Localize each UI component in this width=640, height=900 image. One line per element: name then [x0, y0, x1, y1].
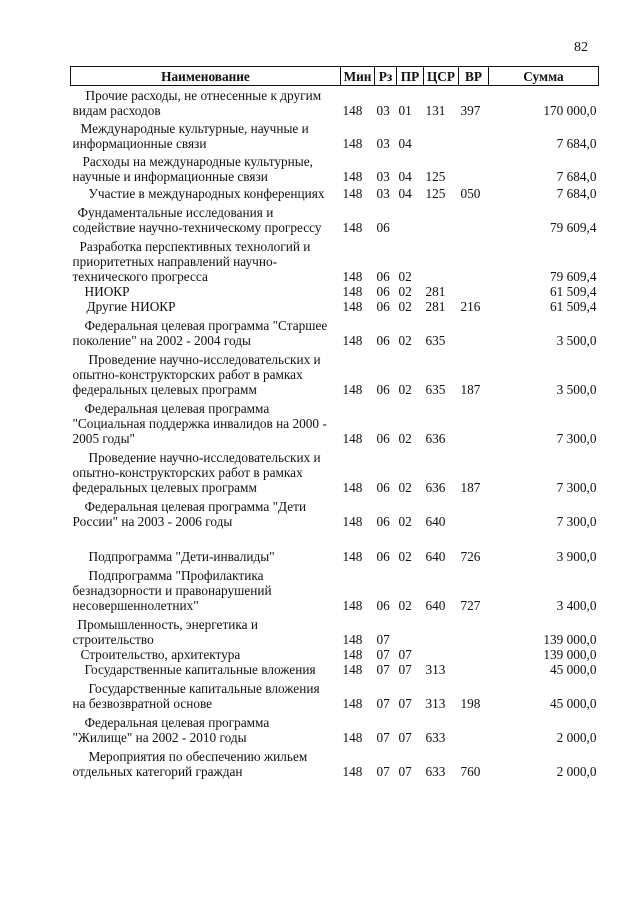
- table-body: [71, 86, 599, 780]
- table-row: [71, 613, 599, 647]
- row-name: [71, 662, 341, 677]
- row-vr: [459, 151, 489, 184]
- row-sum: 3 500,0: [556, 333, 597, 348]
- table-row: [71, 348, 599, 397]
- row-name-line: Федеральная целевая программа "Дети: [84, 499, 307, 514]
- row-sum: 61 509,4: [549, 284, 597, 299]
- row-sum: 7 684,0: [556, 169, 597, 184]
- row-vr: 760: [460, 764, 481, 779]
- row-min: 148: [342, 764, 363, 779]
- row-csr: 636: [425, 431, 446, 446]
- row-pr: 07: [398, 662, 412, 677]
- row-sum: 7 684,0: [556, 186, 597, 201]
- row-min: 148: [342, 284, 363, 299]
- row-csr: [424, 613, 459, 647]
- row-name-line: Промышленность, энергетика и: [77, 617, 258, 632]
- row-name-line: отдельных категорий граждан: [72, 764, 243, 779]
- row-pr: [397, 613, 424, 647]
- row-name-line: Государственные капитальные вложения: [84, 662, 316, 677]
- row-vr: [459, 118, 489, 151]
- row-csr: 633: [425, 730, 446, 745]
- column-header-vr: ВР: [459, 67, 489, 86]
- column-header-sum: Сумма: [489, 67, 599, 86]
- row-vr: 727: [460, 598, 481, 613]
- row-min: 148: [342, 382, 363, 397]
- row-rz: 06: [376, 480, 390, 495]
- row-vr: [459, 495, 489, 529]
- row-name-line: 2005 годы": [72, 431, 135, 446]
- table-row: [71, 446, 599, 495]
- row-rz: 07: [376, 662, 390, 677]
- row-min: 148: [342, 269, 363, 284]
- row-sum: 2 000,0: [556, 730, 597, 745]
- row-name: [71, 201, 341, 235]
- row-pr: 04: [398, 136, 412, 151]
- column-header-name: Наименование: [71, 67, 341, 86]
- row-vr: 198: [460, 696, 481, 711]
- column-header-min: Мин: [341, 67, 375, 86]
- row-rz: 07: [376, 764, 390, 779]
- row-min: 148: [342, 299, 363, 314]
- row-pr: 02: [398, 269, 412, 284]
- table-row: [71, 118, 599, 151]
- row-name: [71, 118, 341, 151]
- row-csr: 281: [425, 299, 446, 314]
- row-name: [71, 613, 341, 647]
- row-rz: 06: [376, 299, 390, 314]
- row-name-line: безнадзорности и правонарушений: [72, 583, 272, 598]
- row-name-line: Расходы на международные культурные,: [82, 154, 313, 169]
- row-name-line: Проведение научно-исследовательских и: [88, 450, 321, 465]
- row-rz: 06: [376, 382, 390, 397]
- column-header-csr: ЦСР: [424, 67, 459, 86]
- row-vr: [459, 314, 489, 348]
- table-row: [71, 564, 599, 613]
- row-sum: 7 300,0: [556, 514, 597, 529]
- row-name-line: опытно-конструкторских работ в рамках: [72, 367, 303, 382]
- row-vr: [459, 235, 489, 284]
- row-name: [71, 711, 341, 745]
- row-name-line: России" на 2003 - 2006 годы: [72, 514, 233, 529]
- row-csr: 125: [425, 169, 446, 184]
- row-min: 148: [342, 480, 363, 495]
- row-name-line: Федеральная целевая программа: [84, 401, 270, 416]
- row-name-line: содействие научно-техническому прогрессу: [72, 220, 322, 235]
- row-name-line: научные и информационные связи: [72, 169, 268, 184]
- table-row: [71, 495, 599, 529]
- column-header-rz: Рз: [375, 67, 397, 86]
- row-min: 148: [342, 514, 363, 529]
- row-csr: [424, 647, 459, 662]
- row-name-line: Подпрограмма "Профилактика: [88, 568, 264, 583]
- row-vr: 397: [460, 103, 481, 118]
- row-name-line: Мероприятия по обеспечению жильем: [88, 749, 308, 764]
- row-rz: 06: [376, 333, 390, 348]
- row-name-line: "Социальная поддержка инвалидов на 2000 -: [72, 416, 327, 431]
- row-sum: 139 000,0: [543, 632, 597, 647]
- row-rz: 06: [376, 514, 390, 529]
- row-sum: 2 000,0: [556, 764, 597, 779]
- row-name-line: несовершеннолетних": [72, 598, 199, 613]
- row-rz: 06: [376, 269, 390, 284]
- row-name: [71, 184, 341, 201]
- row-pr: 07: [398, 696, 412, 711]
- row-name-line: Международные культурные, научные и: [80, 121, 309, 136]
- row-sum: 139 000,0: [543, 647, 597, 662]
- row-name: [71, 647, 341, 662]
- row-vr: [459, 662, 489, 677]
- row-name: [71, 235, 341, 284]
- row-min: 148: [342, 730, 363, 745]
- row-name: [71, 86, 341, 119]
- row-sum: 170 000,0: [543, 103, 597, 118]
- row-name-line: на безвозвратной основе: [72, 696, 213, 711]
- row-min: 148: [342, 549, 363, 564]
- row-name-line: видам расходов: [72, 103, 161, 118]
- row-csr: 640: [425, 598, 446, 613]
- table-row: [71, 184, 599, 201]
- row-pr: 02: [398, 431, 412, 446]
- row-csr: 125: [425, 186, 446, 201]
- row-pr: 07: [398, 764, 412, 779]
- row-pr: 02: [398, 480, 412, 495]
- row-rz: 07: [376, 696, 390, 711]
- table-row: [71, 711, 599, 745]
- row-min: 148: [342, 333, 363, 348]
- row-name-line: Государственные капитальные вложения: [88, 681, 320, 696]
- row-name-line: Проведение научно-исследовательских и: [88, 352, 321, 367]
- row-name-line: Прочие расходы, не отнесенные к другим: [85, 88, 322, 103]
- row-sum: 79 609,4: [549, 269, 597, 284]
- row-rz: 06: [376, 598, 390, 613]
- row-csr: 313: [425, 696, 446, 711]
- budget-table: [70, 66, 599, 779]
- table-header-row: [71, 67, 599, 86]
- table-row: [71, 86, 599, 119]
- row-pr: 02: [398, 549, 412, 564]
- row-min: 148: [342, 632, 363, 647]
- row-name: [71, 284, 341, 299]
- row-vr: [459, 284, 489, 299]
- row-sum: 7 684,0: [556, 136, 597, 151]
- row-pr: [397, 201, 424, 235]
- row-min: 148: [342, 186, 363, 201]
- table-row: [71, 397, 599, 446]
- row-name-line: Подпрограмма "Дети-инвалиды": [88, 549, 275, 564]
- row-vr: [459, 711, 489, 745]
- row-vr: 726: [460, 549, 481, 564]
- row-name-line: опытно-конструкторских работ в рамках: [72, 465, 303, 480]
- table-row: [71, 284, 599, 299]
- row-csr: 635: [425, 382, 446, 397]
- row-csr: 131: [425, 103, 446, 118]
- row-vr: [459, 397, 489, 446]
- row-pr: 04: [398, 186, 412, 201]
- row-pr: 02: [398, 514, 412, 529]
- row-name-line: Участие в международных конференциях: [88, 186, 325, 201]
- row-name: [71, 745, 341, 779]
- row-vr: [459, 613, 489, 647]
- row-csr: 636: [425, 480, 446, 495]
- table-row: [71, 677, 599, 711]
- table-row: [71, 151, 599, 184]
- row-name-line: приоритетных направлений научно-: [72, 254, 278, 269]
- row-pr: 07: [398, 647, 412, 662]
- row-rz: 07: [376, 632, 390, 647]
- row-rz: 03: [376, 169, 390, 184]
- row-sum: 45 000,0: [549, 662, 597, 677]
- row-csr: [424, 235, 459, 284]
- row-min: 148: [342, 662, 363, 677]
- row-csr: 633: [425, 764, 446, 779]
- row-min: 148: [342, 647, 363, 662]
- row-name-line: Другие НИОКР: [86, 299, 176, 314]
- row-name: [71, 495, 341, 529]
- row-min: 148: [342, 136, 363, 151]
- row-name-line: Федеральная целевая программа "Старшее: [84, 318, 328, 333]
- row-min: 148: [342, 431, 363, 446]
- row-name-line: Строительство, архитектура: [80, 647, 241, 662]
- row-name-line: Федеральная целевая программа: [84, 715, 270, 730]
- row-pr: 07: [398, 730, 412, 745]
- row-name-line: федеральных целевых программ: [72, 382, 257, 397]
- row-rz: 03: [376, 103, 390, 118]
- row-sum: 7 300,0: [556, 480, 597, 495]
- row-pr: 02: [398, 382, 412, 397]
- row-name-line: поколение" на 2002 - 2004 годы: [72, 333, 251, 348]
- row-csr: 313: [425, 662, 446, 677]
- row-min: 148: [342, 103, 363, 118]
- row-name: [71, 446, 341, 495]
- row-rz: 07: [376, 647, 390, 662]
- row-name: [71, 314, 341, 348]
- page-number: 82: [574, 40, 588, 55]
- row-name: [71, 299, 341, 314]
- row-min: 148: [342, 696, 363, 711]
- table-row: [71, 201, 599, 235]
- table-row: [71, 529, 599, 564]
- row-name-line: Фундаментальные исследования и: [77, 205, 274, 220]
- row-name: [71, 529, 341, 564]
- row-pr: 01: [398, 103, 412, 118]
- row-pr: 04: [398, 169, 412, 184]
- row-pr: 02: [398, 333, 412, 348]
- column-header-pr: ПР: [397, 67, 424, 86]
- row-name: [71, 397, 341, 446]
- row-csr: [424, 118, 459, 151]
- row-rz: 06: [376, 431, 390, 446]
- row-pr: 02: [398, 299, 412, 314]
- row-sum: 3 400,0: [556, 598, 597, 613]
- row-csr: 281: [425, 284, 446, 299]
- row-min: 148: [342, 169, 363, 184]
- row-name-line: "Жилище" на 2002 - 2010 годы: [72, 730, 247, 745]
- table-row: [71, 647, 599, 662]
- row-name-line: строительство: [72, 632, 154, 647]
- row-name: [71, 151, 341, 184]
- row-csr: [424, 201, 459, 235]
- table-row: [71, 235, 599, 284]
- row-vr: 187: [460, 480, 481, 495]
- row-sum: 79 609,4: [549, 220, 597, 235]
- row-name: [71, 564, 341, 613]
- row-name-line: технического прогресса: [72, 269, 208, 284]
- row-vr: 050: [460, 186, 481, 201]
- row-vr: 187: [460, 382, 481, 397]
- row-sum: 61 509,4: [549, 299, 597, 314]
- row-name-line: Разработка перспективных технологий и: [79, 239, 311, 254]
- row-name: [71, 348, 341, 397]
- row-csr: 640: [425, 514, 446, 529]
- row-sum: 3 500,0: [556, 382, 597, 397]
- row-vr: 216: [460, 299, 481, 314]
- row-min: 148: [342, 220, 363, 235]
- row-name-line: НИОКР: [84, 284, 130, 299]
- table-row: [71, 662, 599, 677]
- row-rz: 07: [376, 730, 390, 745]
- row-name-line: информационные связи: [72, 136, 207, 151]
- table-row: [71, 299, 599, 314]
- row-pr: 02: [398, 598, 412, 613]
- row-name: [71, 677, 341, 711]
- row-min: 148: [342, 598, 363, 613]
- row-pr: 02: [398, 284, 412, 299]
- row-vr: [459, 201, 489, 235]
- row-rz: 03: [376, 136, 390, 151]
- row-rz: 06: [376, 284, 390, 299]
- row-rz: 06: [376, 220, 390, 235]
- row-sum: 3 900,0: [556, 549, 597, 564]
- row-rz: 06: [376, 549, 390, 564]
- row-csr: 635: [425, 333, 446, 348]
- row-sum: 45 000,0: [549, 696, 597, 711]
- row-csr: 640: [425, 549, 446, 564]
- table-row: [71, 745, 599, 779]
- row-sum: 7 300,0: [556, 431, 597, 446]
- row-name-line: федеральных целевых программ: [72, 480, 257, 495]
- table-row: [71, 314, 599, 348]
- row-rz: 03: [376, 186, 390, 201]
- row-vr: [459, 647, 489, 662]
